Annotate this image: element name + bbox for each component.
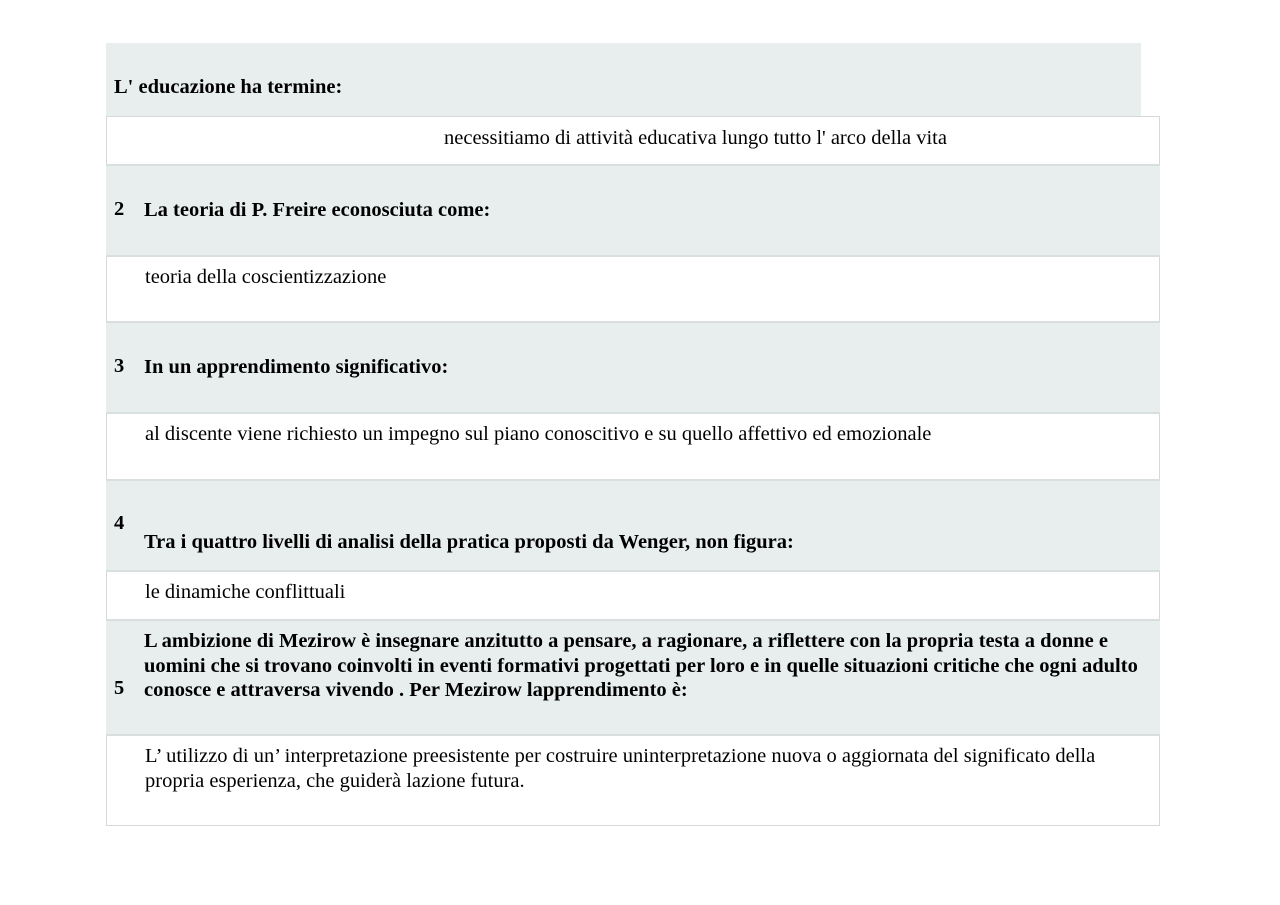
question-row bbox=[106, 43, 1141, 116]
answer-text: L’ utilizzo di un’ interpretazione preesistente per costruire uninterpretazione nuova o aggiornata del significato della propria esperienza, che guiderà lazione futura. bbox=[145, 745, 1096, 792]
question-text: L ambizione di Mezirow è insegnare anzitutto a pensare, a ragionare, a riflettere con la propria testa a donne e uomini che si trovano coinvolti in eventi formativi progettati per loro e in quelle situazioni critiche che ogni adulto conosce e attraversa vivendo . Per Mezirow lapprendimento è: bbox=[144, 630, 1138, 701]
question-number: 2 bbox=[114, 198, 125, 220]
question-row bbox=[106, 481, 1160, 570]
answer-text: teoria della coscientizzazione bbox=[145, 266, 387, 288]
question-number: 4 bbox=[114, 512, 125, 534]
answer-text: le dinamiche conflittuali bbox=[145, 581, 346, 603]
question-text: Tra i quattro livelli di analisi della pratica proposti da Wenger, non figura: bbox=[144, 531, 794, 553]
answer-row bbox=[106, 257, 1160, 321]
question-number: 3 bbox=[114, 355, 125, 377]
answer-text: al discente viene richiesto un impegno sul piano conoscitivo e su quello affettivo ed emozionale bbox=[145, 423, 932, 445]
question-text: In un apprendimento significativo: bbox=[144, 356, 449, 378]
answer-row bbox=[106, 116, 1160, 164]
question-text: L' educazione ha termine: bbox=[114, 76, 343, 98]
question-text: La teoria di P. Freire econosciuta come: bbox=[144, 199, 491, 221]
answer-row bbox=[106, 572, 1160, 619]
answer-row bbox=[106, 736, 1160, 826]
question-row bbox=[106, 621, 1160, 734]
question-row bbox=[106, 166, 1160, 255]
answer-row bbox=[106, 414, 1160, 479]
question-row bbox=[106, 323, 1160, 412]
answer-text: necessitiamo di attività educativa lungo tutto l' arco della vita bbox=[444, 127, 947, 149]
question-number: 5 bbox=[114, 677, 125, 699]
